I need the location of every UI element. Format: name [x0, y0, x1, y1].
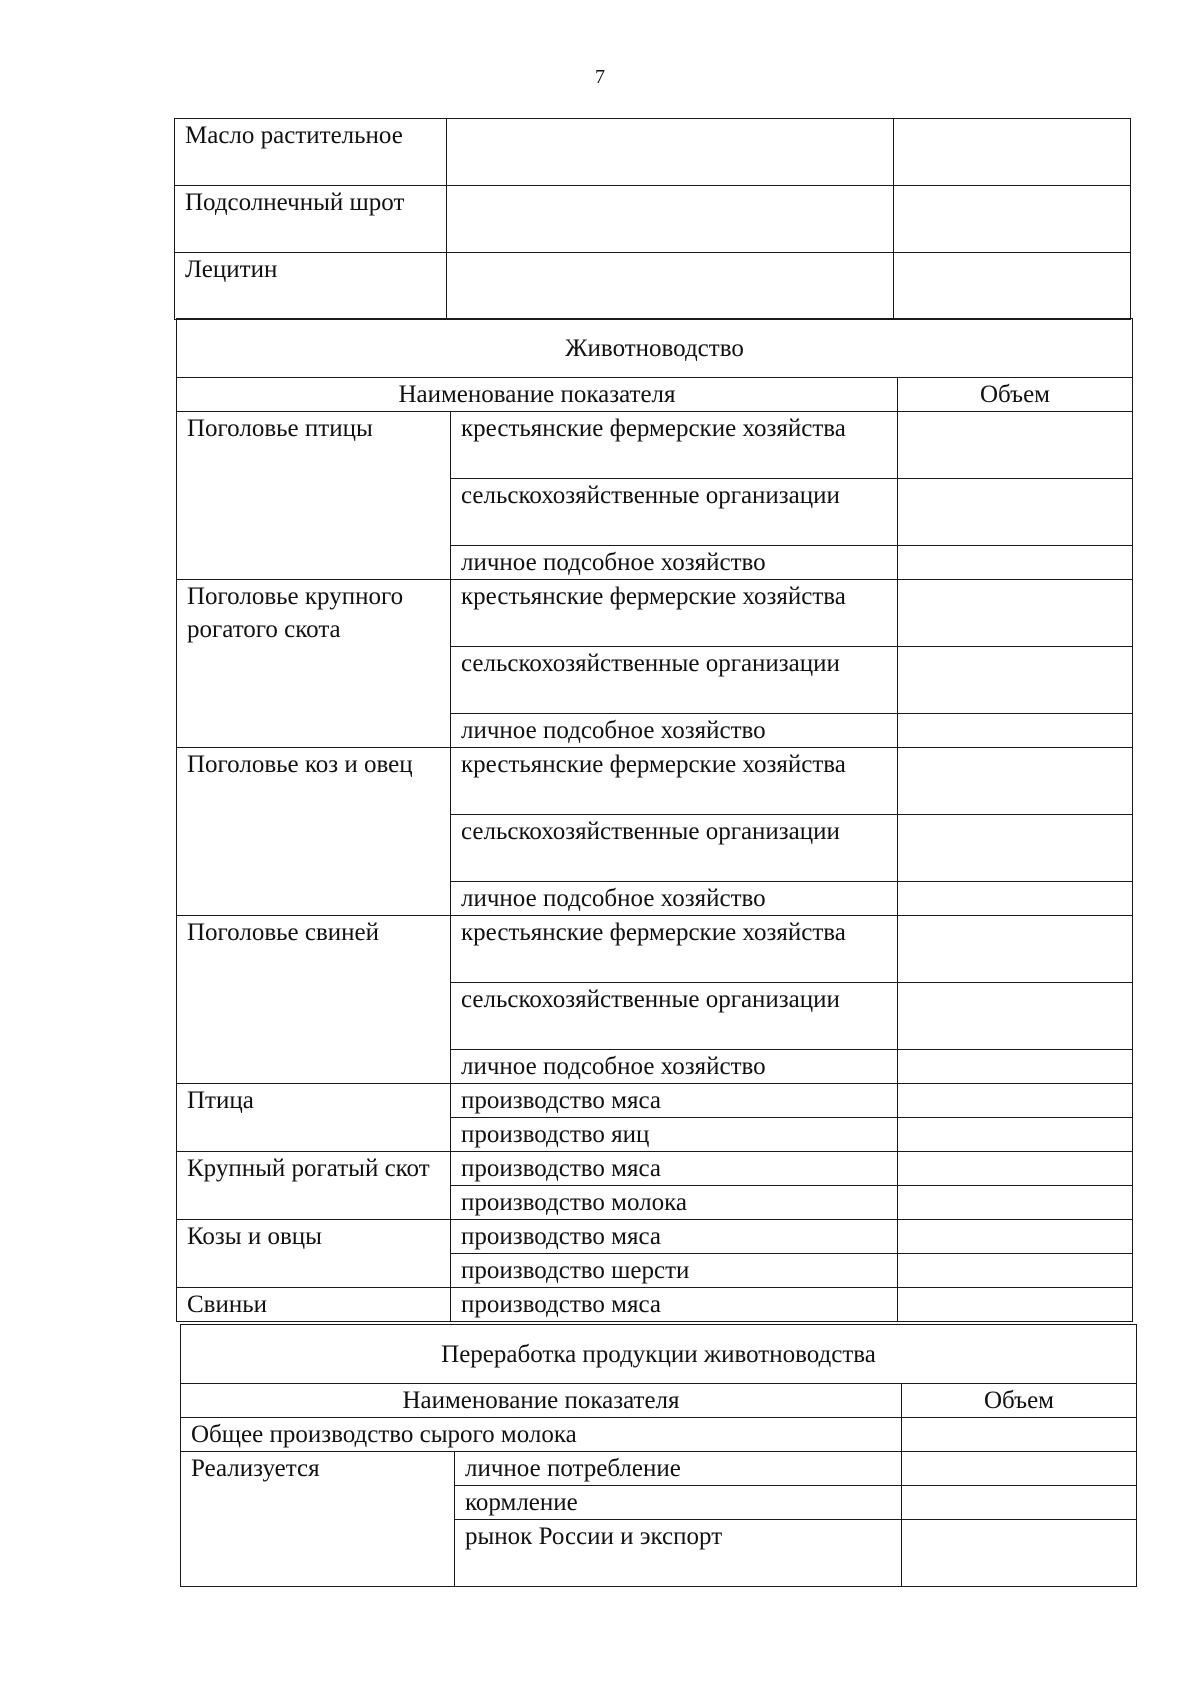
- table-row: [175, 253, 1131, 320]
- row-label: Масло растительное: [175, 119, 447, 186]
- section-title-row: [177, 319, 1133, 378]
- empty-cell: [447, 253, 894, 320]
- volume-header: Объем: [898, 378, 1133, 412]
- item-label: сельскохозяйственные организации: [451, 815, 898, 882]
- value-cell: [902, 1418, 1137, 1452]
- group-label: Птица: [177, 1084, 451, 1152]
- group-label: Поголовье птицы: [177, 412, 451, 580]
- item-label: производство шерсти: [451, 1254, 898, 1288]
- value-cell: [898, 580, 1133, 647]
- value-cell: [898, 916, 1133, 983]
- table-row: [177, 748, 1133, 815]
- header-row: [177, 378, 1133, 412]
- table-row: [177, 1084, 1133, 1118]
- table-row: [175, 119, 1131, 186]
- row-label: Общее производство сырого молока: [181, 1418, 902, 1452]
- value-cell: [894, 186, 1131, 253]
- group-label: Крупный рогатый скот: [177, 1152, 451, 1220]
- value-cell: [898, 1186, 1133, 1220]
- item-label: сельскохозяйственные организации: [451, 647, 898, 714]
- table-row: [181, 1418, 1137, 1452]
- value-cell: [898, 815, 1133, 882]
- row-label: Лецитин: [175, 253, 447, 320]
- table-row: [177, 412, 1133, 479]
- row-label: Подсолнечный шрот: [175, 186, 447, 253]
- section-title-row: [181, 1325, 1137, 1384]
- section-title: Животноводство: [177, 319, 1133, 378]
- processing-table: [180, 1324, 1137, 1587]
- table-row: [177, 1288, 1133, 1322]
- table-row: [181, 1452, 1137, 1486]
- item-label: кормление: [455, 1486, 902, 1520]
- item-label: личное потребление: [455, 1452, 902, 1486]
- group-label: Поголовье свиней: [177, 916, 451, 1084]
- value-cell: [898, 412, 1133, 479]
- value-cell: [894, 253, 1131, 320]
- table-row: [177, 1220, 1133, 1254]
- group-label: Поголовье коз и овец: [177, 748, 451, 916]
- item-label: производство мяса: [451, 1152, 898, 1186]
- group-label: Реализуется: [181, 1452, 455, 1587]
- value-cell: [898, 479, 1133, 546]
- value-cell: [898, 1220, 1133, 1254]
- item-label: рынок России и экспорт: [455, 1520, 902, 1587]
- livestock-table: [176, 318, 1133, 1322]
- table-row: [177, 1152, 1133, 1186]
- page-number: 7: [595, 66, 605, 88]
- item-label: сельскохозяйственные организации: [451, 479, 898, 546]
- value-cell: [898, 882, 1133, 916]
- value-cell: [902, 1452, 1137, 1486]
- indicator-header: Наименование показателя: [177, 378, 898, 412]
- item-label: производство мяса: [451, 1084, 898, 1118]
- value-cell: [894, 119, 1131, 186]
- item-label: производство яиц: [451, 1118, 898, 1152]
- item-label: сельскохозяйственные организации: [451, 983, 898, 1050]
- value-cell: [898, 714, 1133, 748]
- value-cell: [902, 1520, 1137, 1587]
- value-cell: [898, 1084, 1133, 1118]
- value-cell: [902, 1486, 1137, 1520]
- table-row: [177, 916, 1133, 983]
- item-label: личное подсобное хозяйство: [451, 714, 898, 748]
- group-label: Поголовье крупного рогатого скота: [177, 580, 451, 748]
- value-cell: [898, 1254, 1133, 1288]
- item-label: личное подсобное хозяйство: [451, 546, 898, 580]
- item-label: производство молока: [451, 1186, 898, 1220]
- item-label: личное подсобное хозяйство: [451, 882, 898, 916]
- item-label: крестьянские фермерские хозяйства: [451, 748, 898, 815]
- value-cell: [898, 1118, 1133, 1152]
- value-cell: [898, 1050, 1133, 1084]
- empty-cell: [447, 119, 894, 186]
- value-cell: [898, 748, 1133, 815]
- value-cell: [898, 1288, 1133, 1322]
- table-row: [175, 186, 1131, 253]
- section-title: Переработка продукции животноводства: [181, 1325, 1137, 1384]
- item-label: крестьянские фермерские хозяйства: [451, 580, 898, 647]
- item-label: производство мяса: [451, 1288, 898, 1322]
- group-label: Козы и овцы: [177, 1220, 451, 1288]
- item-label: производство мяса: [451, 1220, 898, 1254]
- plant-products-table: [174, 118, 1131, 320]
- value-cell: [898, 1152, 1133, 1186]
- volume-header: Объем: [902, 1384, 1137, 1418]
- indicator-header: Наименование показателя: [181, 1384, 902, 1418]
- item-label: крестьянские фермерские хозяйства: [451, 412, 898, 479]
- value-cell: [898, 983, 1133, 1050]
- group-label: Свиньи: [177, 1288, 451, 1322]
- item-label: личное подсобное хозяйство: [451, 1050, 898, 1084]
- empty-cell: [447, 186, 894, 253]
- item-label: крестьянские фермерские хозяйства: [451, 916, 898, 983]
- value-cell: [898, 647, 1133, 714]
- value-cell: [898, 546, 1133, 580]
- header-row: [181, 1384, 1137, 1418]
- table-row: [177, 580, 1133, 647]
